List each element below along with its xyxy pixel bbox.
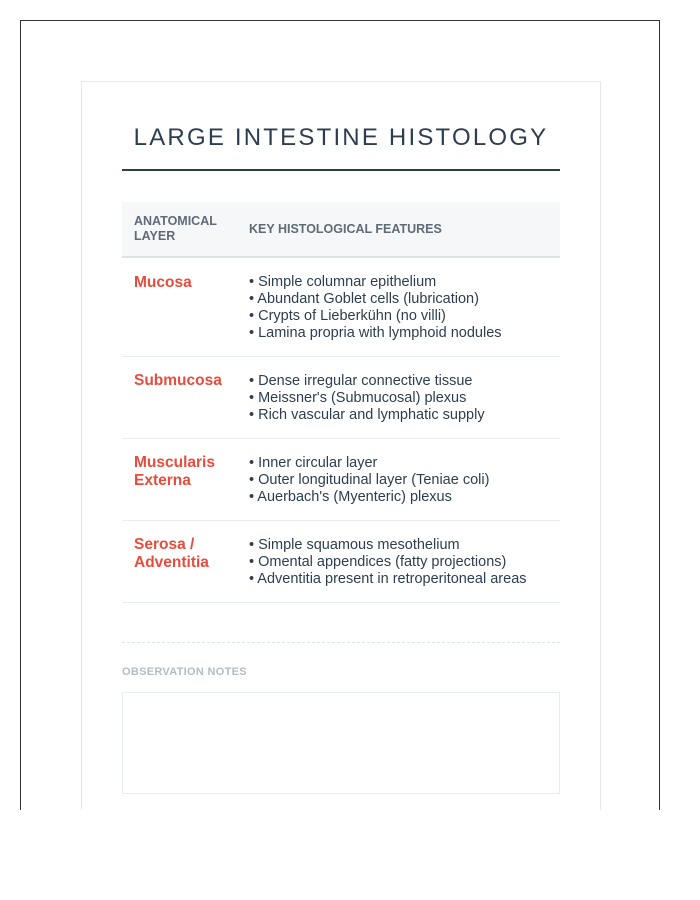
observation-notes-label: OBSERVATION NOTES	[122, 666, 247, 678]
header-anatomical-layer: ANATOMICAL LAYER	[134, 214, 217, 243]
layer-name: Serosa / Adventitia	[134, 536, 209, 571]
feature-list	[249, 455, 489, 506]
feature-item: • Simple squamous mesothelium	[249, 537, 460, 553]
feature-list	[249, 274, 502, 342]
title-underline	[122, 169, 560, 171]
layer-name: Muscularis Externa	[134, 454, 215, 489]
feature-list	[249, 537, 527, 588]
feature-item: • Lamina propria with lymphoid nodules	[249, 325, 502, 341]
observation-notes-field[interactable]	[122, 692, 560, 794]
section-divider	[122, 642, 560, 643]
feature-item: • Outer longitudinal layer (Teniae coli)	[249, 472, 490, 488]
feature-item: • Abundant Goblet cells (lubrication)	[249, 291, 479, 307]
feature-item: • Dense irregular connective tissue	[249, 373, 473, 389]
feature-item: • Simple columnar epithelium	[249, 274, 437, 290]
feature-item: • Inner circular layer	[249, 455, 378, 471]
table-row	[122, 357, 560, 439]
feature-list	[249, 373, 485, 424]
table-header	[122, 202, 560, 258]
feature-item: • Meissner's (Submucosal) plexus	[249, 390, 467, 406]
header-key-features: KEY HISTOLOGICAL FEATURES	[249, 222, 442, 236]
histology-table	[122, 202, 560, 603]
feature-item: • Adventitia present in retroperitoneal areas	[249, 571, 527, 587]
feature-item: • Auerbach's (Myenteric) plexus	[249, 489, 452, 505]
feature-item: • Crypts of Lieberkühn (no villi)	[249, 308, 446, 324]
table-row	[122, 258, 560, 357]
table-row	[122, 439, 560, 521]
table-row	[122, 521, 560, 603]
feature-item: • Rich vascular and lymphatic supply	[249, 407, 485, 423]
page-title: LARGE INTESTINE HISTOLOGY	[133, 124, 549, 151]
feature-item: • Omental appendices (fatty projections)	[249, 554, 507, 570]
layer-name: Submucosa	[134, 372, 222, 389]
layer-name: Mucosa	[134, 274, 192, 291]
